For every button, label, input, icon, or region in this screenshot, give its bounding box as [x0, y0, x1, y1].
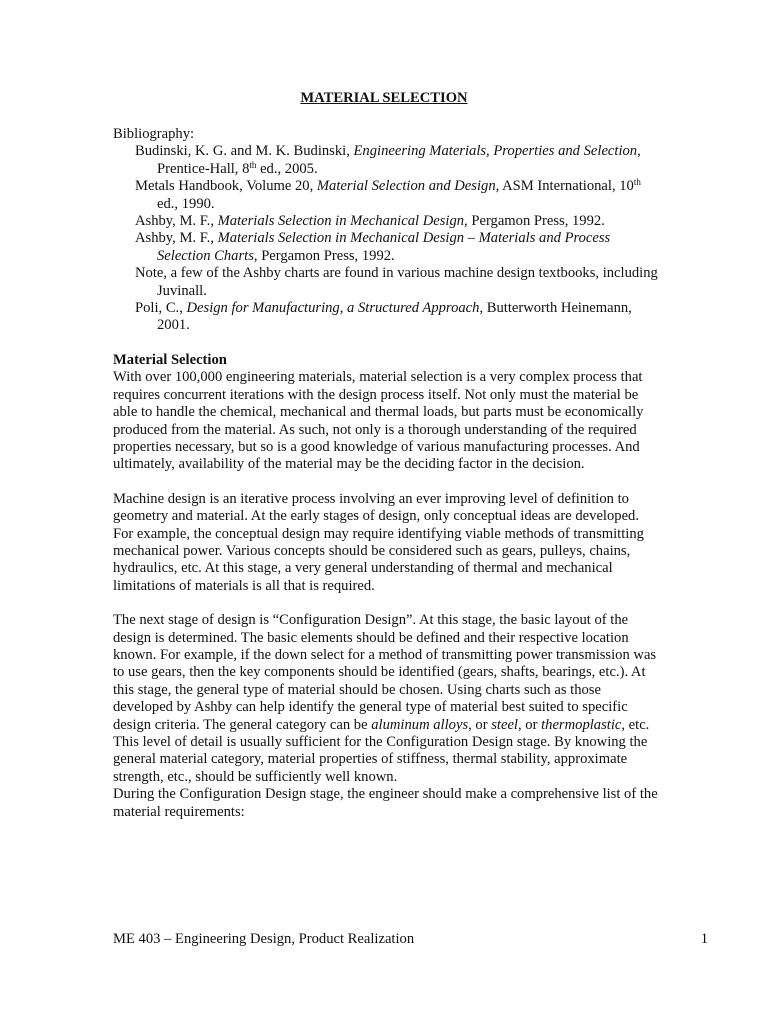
paragraph-intro: With over 100,000 engineering materials, material selection is a very complex process that requires concurrent iterations with the design process itself. Not only must the material be able to handle the chemical, mechanical and thermal loads, but parts must be economically produced from the material. As such, not only is a thorough understanding of the required properties necessary, but so is a good knowledge of various manufacturing processes. And ultimately, availability of the material may be the deciding factor in the decision.: [113, 369, 644, 473]
paragraph-text: , or: [468, 716, 492, 733]
entry-text: ed., 2005.: [256, 160, 318, 177]
bibliography-entry: [135, 265, 658, 300]
paragraph-requirements: During the Configuration Design stage, the engineer should make a comprehensive list of the material requirements:: [113, 786, 658, 820]
bibliography-entry: [135, 230, 658, 265]
entry-text: ASM International, 10: [499, 178, 634, 195]
entry-text: , Prentice-Hall, 8: [157, 143, 641, 177]
page-number: 1: [700, 931, 708, 947]
page-title: MATERIAL SELECTION: [300, 90, 468, 106]
entry-text: Metals Handbook, Volume 20,: [135, 178, 317, 195]
footer-course-title: ME 403 – Engineering Design, Product Realization: [113, 931, 415, 947]
section-heading: Material Selection: [113, 351, 227, 368]
paragraph-text: , etc. This level of detail is usually sufficient for the Configuration Design stage. By knowing the general material category, material properties of stiffness, thermal stability, approximate strength, etc., should be sufficiently well known.: [113, 716, 650, 785]
document-body: [113, 126, 658, 821]
bibliography-list: [135, 143, 658, 334]
entry-title: Design for Manufacturing, a Structured Approach: [186, 300, 480, 317]
paragraph-text: , or: [517, 716, 542, 733]
paragraph-configuration-design: [113, 612, 658, 786]
bibliography-heading: Bibliography:: [113, 126, 195, 142]
entry-text: Ashby, M. F.,: [135, 213, 218, 230]
entry-superscript: th: [249, 159, 257, 170]
entry-text: , Butterworth Heinemann, 2001.: [157, 300, 632, 334]
emphasis-text: aluminum alloys: [371, 716, 469, 733]
paragraph-machine-design: Machine design is an iterative process involving an ever improving level of definition to geometry and material. At the early stages of design, only conceptual ideas are developed. For example, the conceptual design may require identifying viable methods of transmitting mechanical power. Various concepts should be considered such as gears, pulleys, chains, hydraulics, etc. At this stage, a very general understanding of thermal and mechanical limitations of materials is all that is required.: [113, 490, 644, 594]
bibliography-entry: [135, 300, 658, 335]
bibliography-entry: [135, 213, 658, 230]
entry-text: ed., 1990.: [157, 195, 215, 212]
entry-title: Materials Selection in Mechanical Design: [217, 213, 465, 230]
entry-title: Engineering Materials, Properties and Selection: [353, 143, 638, 160]
entry-text: , Pergamon Press, 1992.: [464, 213, 605, 230]
entry-text: Note, a few of the Ashby charts are found in various machine design textbooks, including Juvinall.: [135, 265, 658, 299]
entry-title: Material Selection and Design,: [316, 178, 500, 195]
entry-text: Ashby, M. F.,: [135, 230, 218, 247]
entry-text: Budinski, K. G. and M. K. Budinski,: [135, 143, 354, 160]
entry-text: , Pergamon Press, 1992.: [253, 247, 395, 264]
bibliography-entry: [135, 143, 658, 178]
paragraph-text: The next stage of design is “Configuration Design”. At this stage, the basic layout of the design is determined. The basic elements should be defined and their respective location known. For example, if the down select for a method of transmitting power transmission was to use gears, then the key components should be identified (gears, shafts, bearings, etc.). At this stage, the general type of material should be chosen. Using charts such as those developed by Ashby can help identify the general type of material best suited to specific design criteria. The general category can be: [113, 612, 657, 733]
entry-title: Materials Selection in Mechanical Design – Materials and Process Selection Charts: [157, 230, 611, 264]
entry-superscript: th: [633, 177, 641, 188]
bibliography-entry: [135, 178, 658, 213]
emphasis-text: steel: [491, 716, 518, 733]
emphasis-text: thermoplastic: [541, 716, 622, 733]
entry-text: Poli, C.,: [135, 300, 187, 317]
